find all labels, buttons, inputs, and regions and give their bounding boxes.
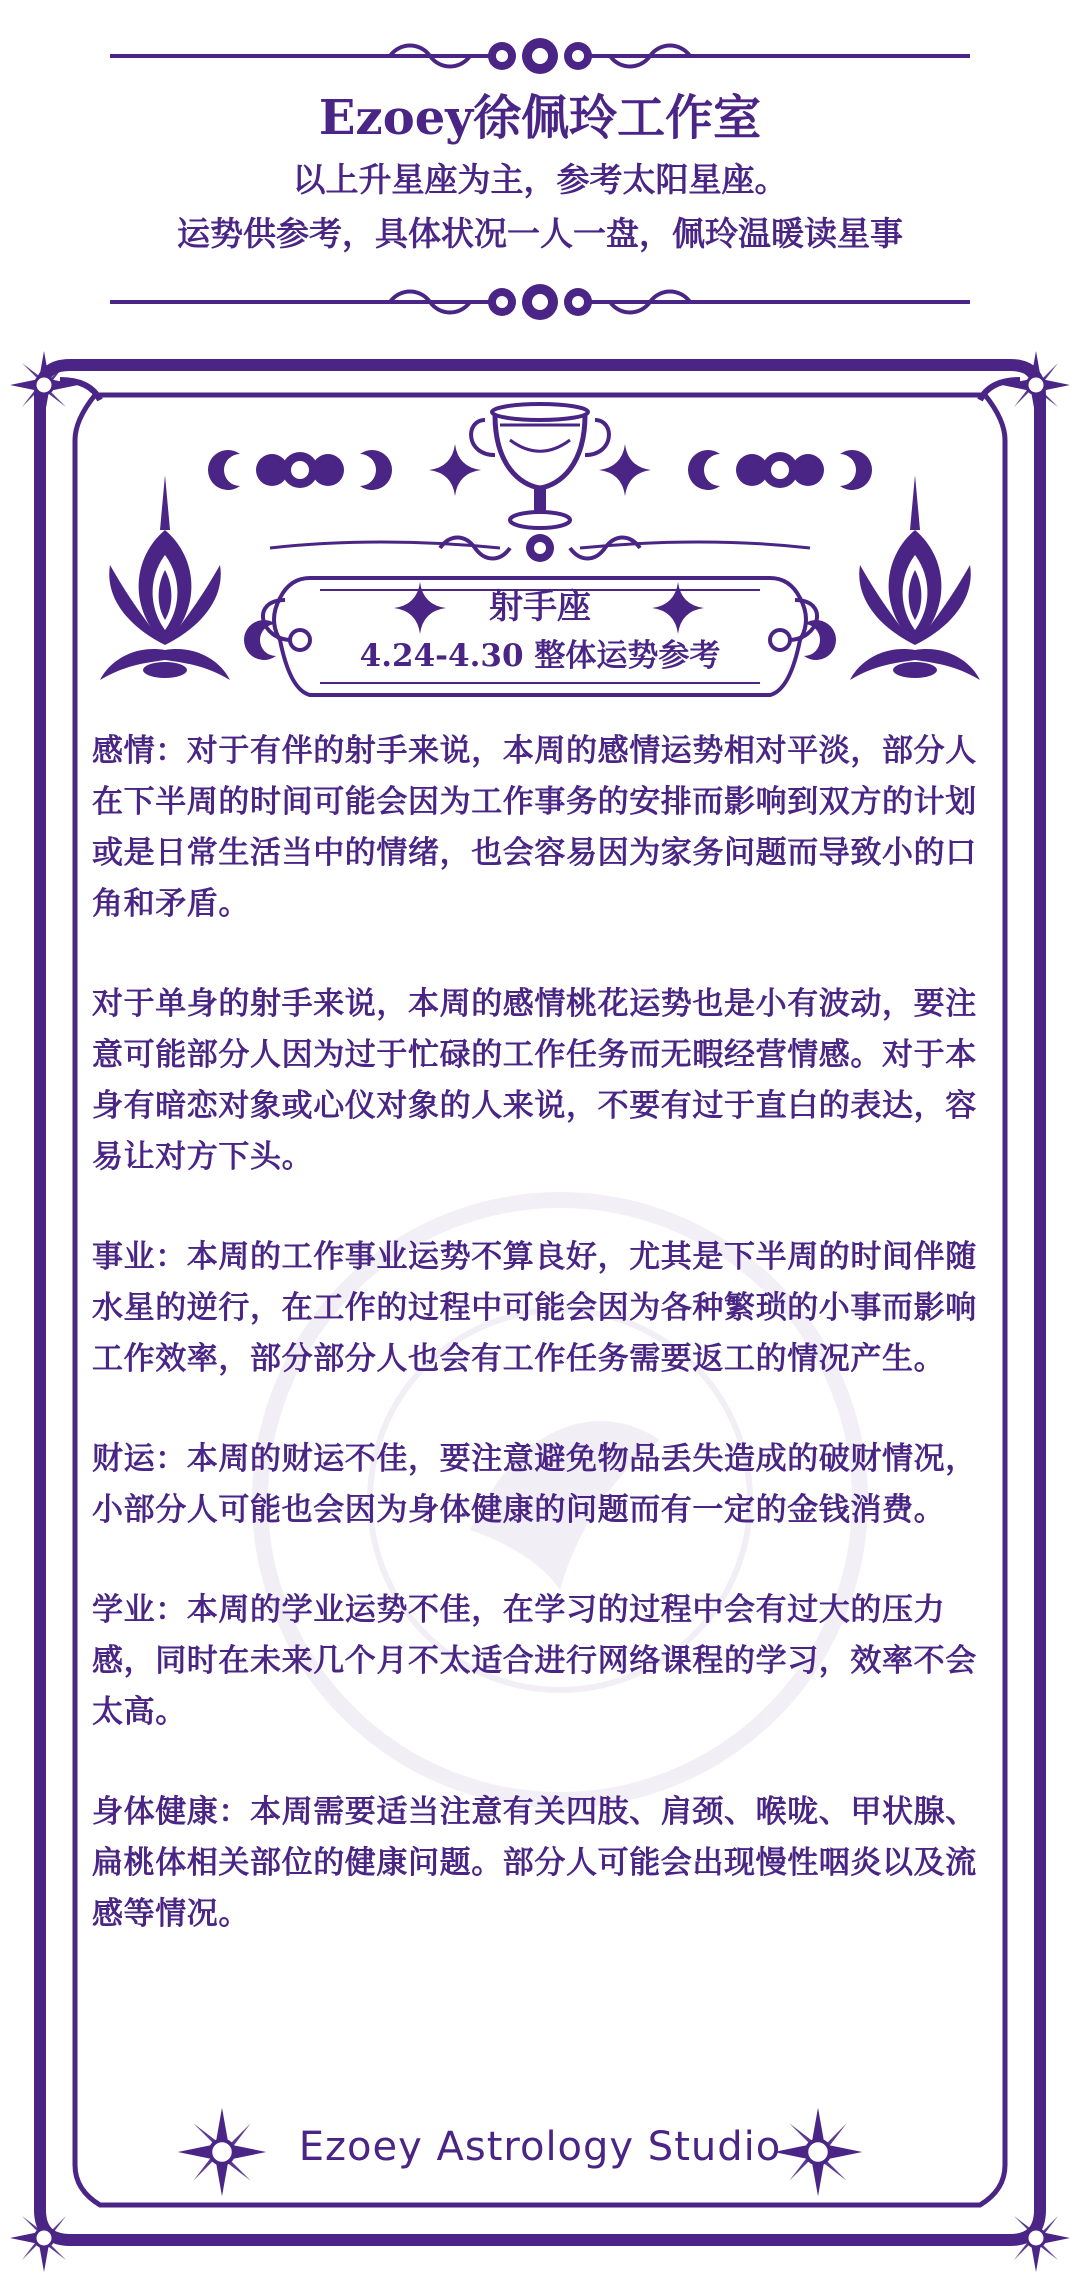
love-single-paragraph: 对于单身的射手来说，本周的感情桃花运势也是小有波动，要注意可能部分人因为过于忙碌的工作任务而无暇经营情感。对于本身有暗恋对象或心仪对象的人来说，不要有过于直白的表达，容易让对方下头。 [92,986,977,1175]
study-paragraph: 学业：本周的学业运势不佳，在学习的过程中会有过大的压力感，同时在未来几个月不太适合进行网络课程的学习，效率不会太高。 [92,1592,977,1730]
horoscope-content [92,726,992,1989]
zodiac-sign-title: 射手座 [489,587,591,627]
sparkle-icon [599,444,651,496]
header-ornament-top [110,38,970,74]
moon-phase-icon [688,450,872,490]
star-icon [178,2108,266,2196]
date-range-label: 4.24-4.30 整体运势参考 [359,638,721,674]
chalice-icon [471,404,609,528]
health-paragraph: 身体健康：本周需要适当注意有关四肢、肩颈、喉咙、甲状腺、扁桃体相关部位的健康问题。部分人可能会出现慢性咽炎以及流感等情况。 [92,1794,977,1932]
header-ornament-bottom [110,284,970,320]
lotus-ornament-icon [100,475,230,680]
moon-phase-icon [208,450,392,490]
subtitle-line-2: 运势供参考，具体状况一人一盘，佩玲温暖读星事 [177,214,903,253]
footer-brand: Ezoey Astrology Studio [298,2124,782,2170]
star-icon [1002,2204,1070,2272]
love-couple-paragraph: 感情：对于有伴的射手来说，本周的感情运势相对平淡，部分人在下半周的时间可能会因为工作事务的安排而影响到双方的计划或是日常生活当中的情绪，也会容易因为家务问题而导致小的口角和矛盾。 [92,733,977,922]
wealth-paragraph: 财运：本周的财运不佳，要注意避免物品丢失造成的破财情况，小部分人可能也会因为身体健康的问题而有一定的金钱消费。 [92,1441,977,1528]
subtitle-line-1: 以上升星座为主，参考太阳星座。 [292,160,788,199]
studio-name: Ezoey徐佩玲工作室 [318,90,762,146]
career-paragraph: 事业：本周的工作事业运势不算良好，尤其是下半周的时间伴随水星的逆行，在工作的过程中可能会因为各种繁琐的小事而影响工作效率，部分部分人也会有工作任务需要返工的情况产生。 [92,1239,977,1377]
lotus-ornament-icon [850,475,980,680]
sparkle-icon [429,444,481,496]
star-icon [10,2204,78,2272]
